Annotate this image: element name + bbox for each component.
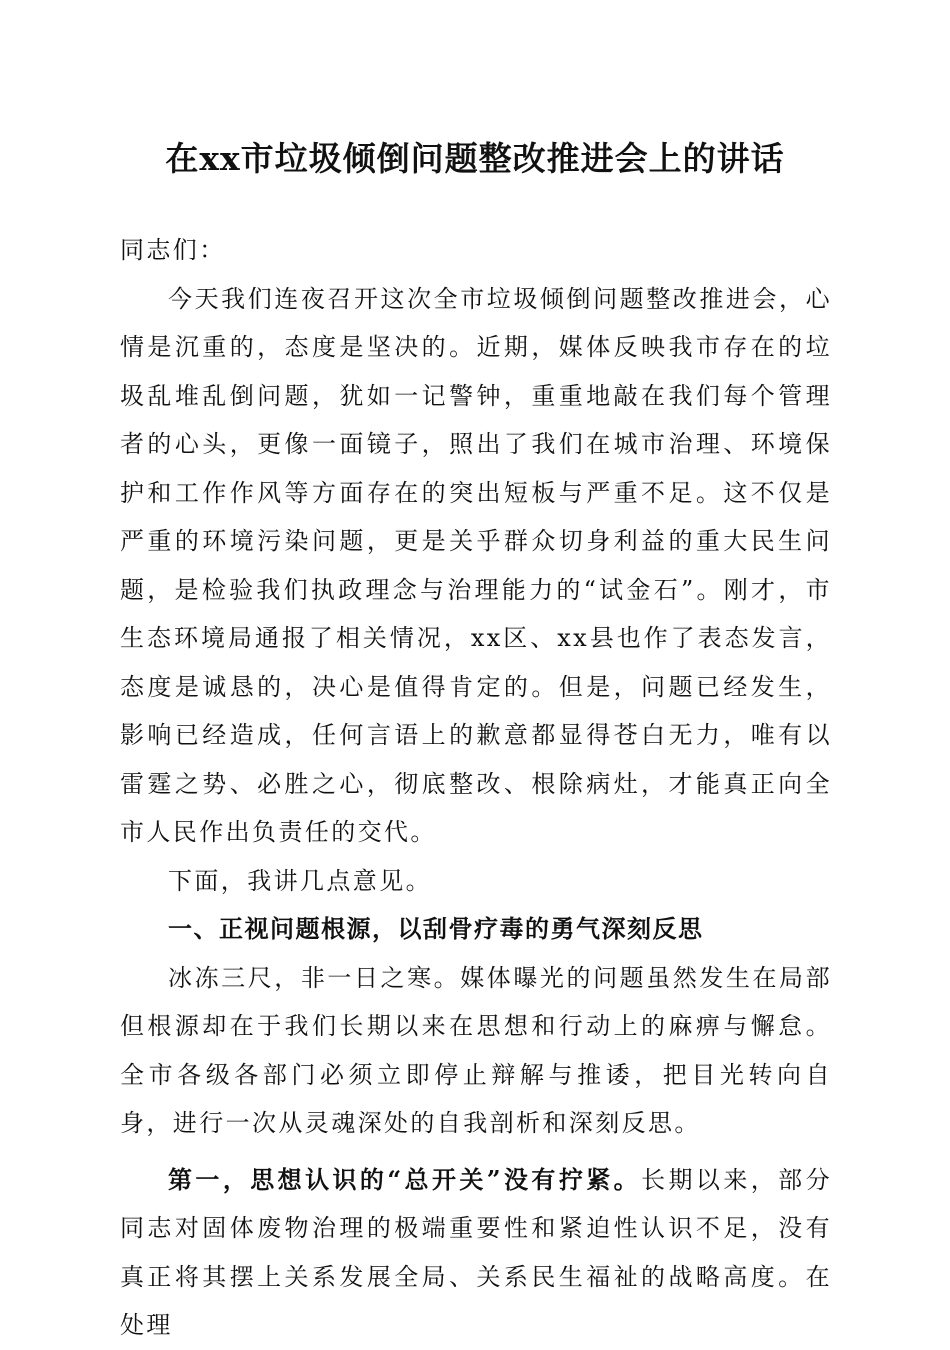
section-heading-1: 一、正视问题根源，以刮骨疗毒的勇气深刻反思	[168, 915, 704, 943]
transition-paragraph: 下面，我讲几点意见。	[168, 866, 432, 895]
section-1-paragraph: 冰冻三尺，非一日之寒。媒体曝光的问题虽然发生在局部但根源却在于我们长期以来在思想和行动上的麻痹与懈怠。全市各级各部门必须立即停止辩解与推诿，把目光转向自身，进行一次从灵魂深处的自我剖析和深刻反思。	[120, 963, 832, 1137]
point-1-body: 长期以来，部分同志对固体废物治理的极端重要性和紧迫性认识不足，没有真正将其摆上关系发展全局、关系民生福祉的战略高度。在处理	[120, 1165, 832, 1339]
document-body	[120, 226, 832, 1350]
intro-paragraph: 今天我们连夜召开这次全市垃圾倾倒问题整改推进会，心情是沉重的，态度是坚决的。近期，媒体反映我市存在的垃圾乱堆乱倒问题，犹如一记警钟，重重地敲在我们每个管理者的心头，更像一面镜子，照出了我们在城市治理、环境保护和工作作风等方面存在的突出短板与严重不足。这不仅是严重的环境污染问题，更是关乎群众切身利益的重大民生问题，是检验我们执政理念与治理能力的“试金石”。刚才，市生态环境局通报了相关情况，xx区、xx县也作了表态发言，态度是诚恳的，决心是值得肯定的。但是，问题已经发生，影响已经造成，任何言语上的歉意都显得苍白无力，唯有以雷霆之势、必胜之心，彻底整改、根除病灶，才能真正向全市人民作出负责任的交代。	[120, 284, 832, 846]
document-title: 在xx市垃圾倾倒问题整改推进会上的讲话	[165, 139, 785, 178]
salutation: 同志们：	[120, 236, 226, 264]
point-1-lead: 第一，思想认识的“总开关”没有拧紧。	[168, 1164, 642, 1194]
point-1-paragraph	[120, 1156, 832, 1350]
